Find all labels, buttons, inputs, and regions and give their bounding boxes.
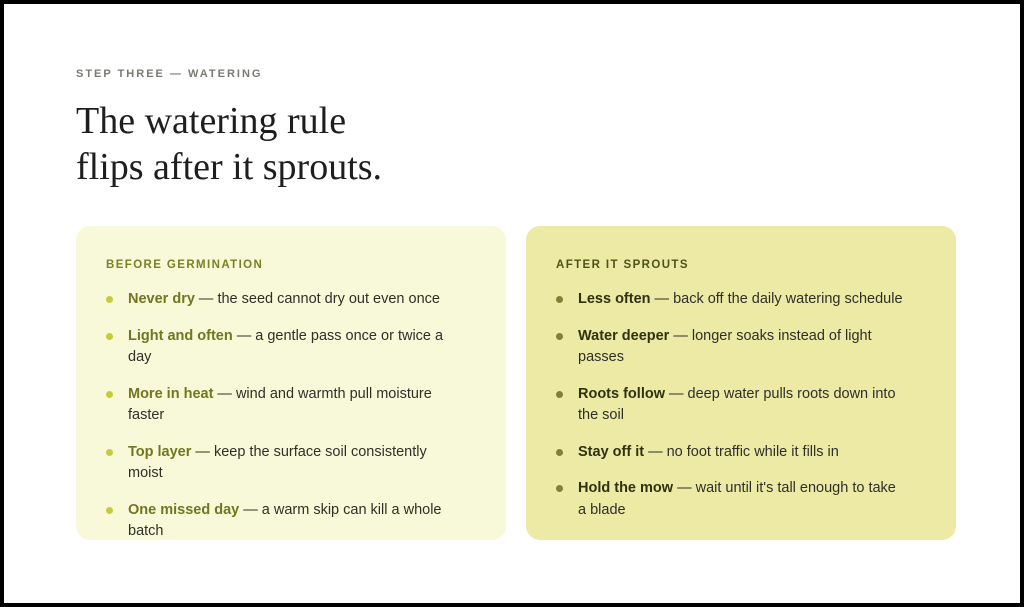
list-item-term: Stay off it bbox=[578, 443, 645, 460]
list-item-text: — longer soaks instead of light passes bbox=[578, 327, 872, 365]
list-item bbox=[106, 326, 462, 369]
list-item-text: — no foot traffic while it fills in bbox=[644, 443, 839, 460]
list-item-term: More in heat bbox=[128, 385, 214, 402]
list-item-term: Water deeper bbox=[578, 327, 670, 344]
list-item bbox=[556, 289, 906, 311]
bullet-dot-icon bbox=[106, 507, 113, 514]
list-item-term: Hold the mow bbox=[578, 480, 674, 496]
bullet-dot-icon bbox=[106, 391, 113, 398]
list-item-text: — back off the daily watering schedule bbox=[650, 291, 903, 307]
list-item-term: One missed day bbox=[128, 501, 240, 518]
list-item-term: Roots follow bbox=[578, 385, 665, 402]
list-item-text: — deep water pulls roots down into the soil bbox=[578, 385, 896, 423]
bullet-dot-icon bbox=[556, 449, 563, 456]
list-item bbox=[106, 500, 462, 543]
after-sprouts-card bbox=[526, 226, 956, 540]
bullet-dot-icon bbox=[556, 333, 563, 340]
bullet-dot-icon bbox=[556, 296, 563, 303]
title-line-2: flips after it sprouts. bbox=[76, 146, 383, 188]
list-item-text: — a gentle pass once or twice a day bbox=[128, 327, 444, 365]
page-title bbox=[76, 98, 382, 190]
after-list bbox=[556, 289, 926, 521]
title-line-1: The watering rule bbox=[76, 100, 347, 142]
list-item bbox=[556, 326, 906, 369]
list-item bbox=[556, 384, 906, 427]
bullet-dot-icon bbox=[106, 333, 113, 340]
list-item-text: — a warm skip can kill a whole batch bbox=[128, 501, 442, 539]
bullet-dot-icon bbox=[556, 391, 563, 398]
list-item-text: — wait until it's tall enough to take a blade bbox=[578, 480, 896, 518]
list-item-text: — keep the surface soil consistently moist bbox=[128, 443, 427, 481]
bullet-dot-icon bbox=[106, 296, 113, 303]
list-item bbox=[106, 384, 462, 427]
list-item-term: Less often bbox=[578, 291, 651, 307]
list-item bbox=[556, 478, 906, 521]
list-item bbox=[556, 442, 906, 464]
list-item-text: — wind and warmth pull moisture faster bbox=[128, 385, 432, 423]
list-item-term: Top layer bbox=[128, 443, 192, 460]
list-item-term: Never dry bbox=[128, 291, 195, 307]
bullet-dot-icon bbox=[106, 449, 113, 456]
bullet-dot-icon bbox=[556, 485, 563, 492]
after-card-heading: AFTER IT SPROUTS bbox=[556, 259, 689, 271]
list-item-text: — the seed cannot dry out even once bbox=[194, 291, 440, 307]
before-germination-card bbox=[76, 226, 506, 540]
list-item-term: Light and often bbox=[128, 327, 233, 344]
list-item bbox=[106, 442, 462, 485]
before-card-heading: BEFORE GERMINATION bbox=[106, 259, 264, 271]
list-item bbox=[106, 289, 462, 311]
step-eyebrow: STEP THREE — WATERING bbox=[76, 68, 263, 80]
before-list bbox=[106, 289, 476, 543]
